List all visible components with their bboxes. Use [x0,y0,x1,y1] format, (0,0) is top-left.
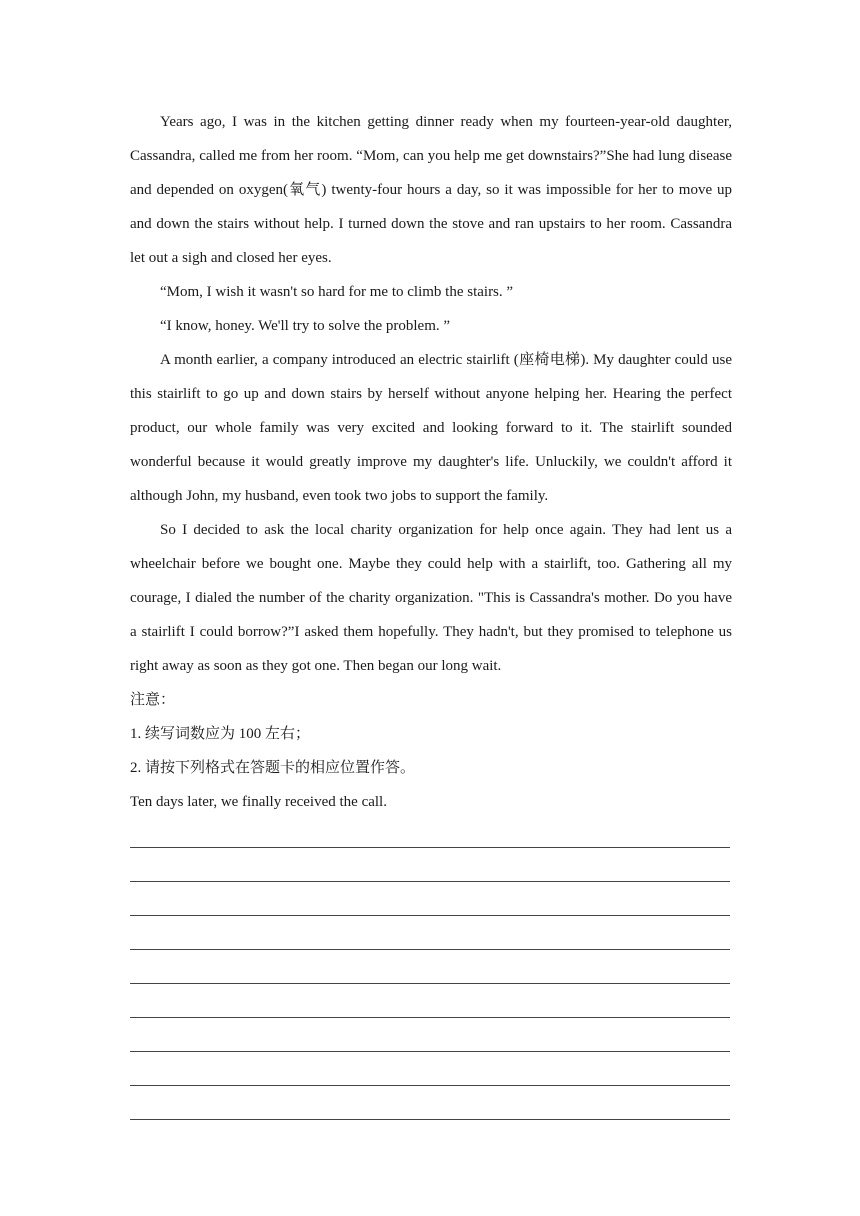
answer-line[interactable] [130,1023,732,1057]
answer-line[interactable] [130,819,732,853]
passage-paragraph-1: Years ago, I was in the kitchen getting dinner ready when my fourteen-year-old daughter, Cassandra, called me from her room. “Mom, can you help me get downstairs?”She had lung disease and depended on oxygen(氧气) twenty-four hours a day, so it was impossible for her to move up and down the stairs without help. I turned down the stove and ran upstairs to her room. Cassandra let out a sigh and closed her eyes. [130,114,732,266]
answer-area [130,819,732,1125]
answer-line[interactable] [130,989,732,1023]
notes-section [130,683,732,785]
answer-line[interactable] [130,1091,732,1125]
passage-paragraph-2: “Mom, I wish it wasn't so hard for me to climb the stairs. ” [160,284,514,300]
continuation-starter: Ten days later, we finally received the call. [130,794,387,810]
document-page [130,105,732,1125]
answer-line[interactable] [130,1057,732,1091]
answer-line[interactable] [130,853,732,887]
answer-line[interactable] [130,955,732,989]
answer-line[interactable] [130,921,732,955]
passage-paragraph-3: “I know, honey. We'll try to solve the problem. ” [160,318,451,334]
passage [130,105,732,683]
passage-paragraph-5: So I decided to ask the local charity organization for help once again. They had lent us a wheelchair before we bought one. Maybe they could help with a stairlift, too. Gathering all my courage, I dialed the number of the charity organization. "This is Cassandra's mother. Do you have a stairlift I could borrow?”I asked them hopefully. They hadn't, but they promised to telephone us right away as soon as they got one. Then began our long wait. [130,522,732,674]
notes-item-2: 2. 请按下列格式在答题卡的相应位置作答。 [130,760,416,776]
passage-paragraph-4: A month earlier, a company introduced an electric stairlift (座椅电梯). My daughter could use this stairlift to go up and down stairs by herself without anyone helping her. Hearing the perfect product, our whole family was very excited and looking forward to it. The stairlift sounded wonderful because it would greatly improve my daughter's life. Unluckily, we couldn't afford it although John, my husband, even took two jobs to support the family. [130,352,732,504]
notes-item-1: 1. 续写词数应为 100 左右； [130,726,311,742]
notes-heading: 注意： [130,692,176,708]
answer-line[interactable] [130,887,732,921]
